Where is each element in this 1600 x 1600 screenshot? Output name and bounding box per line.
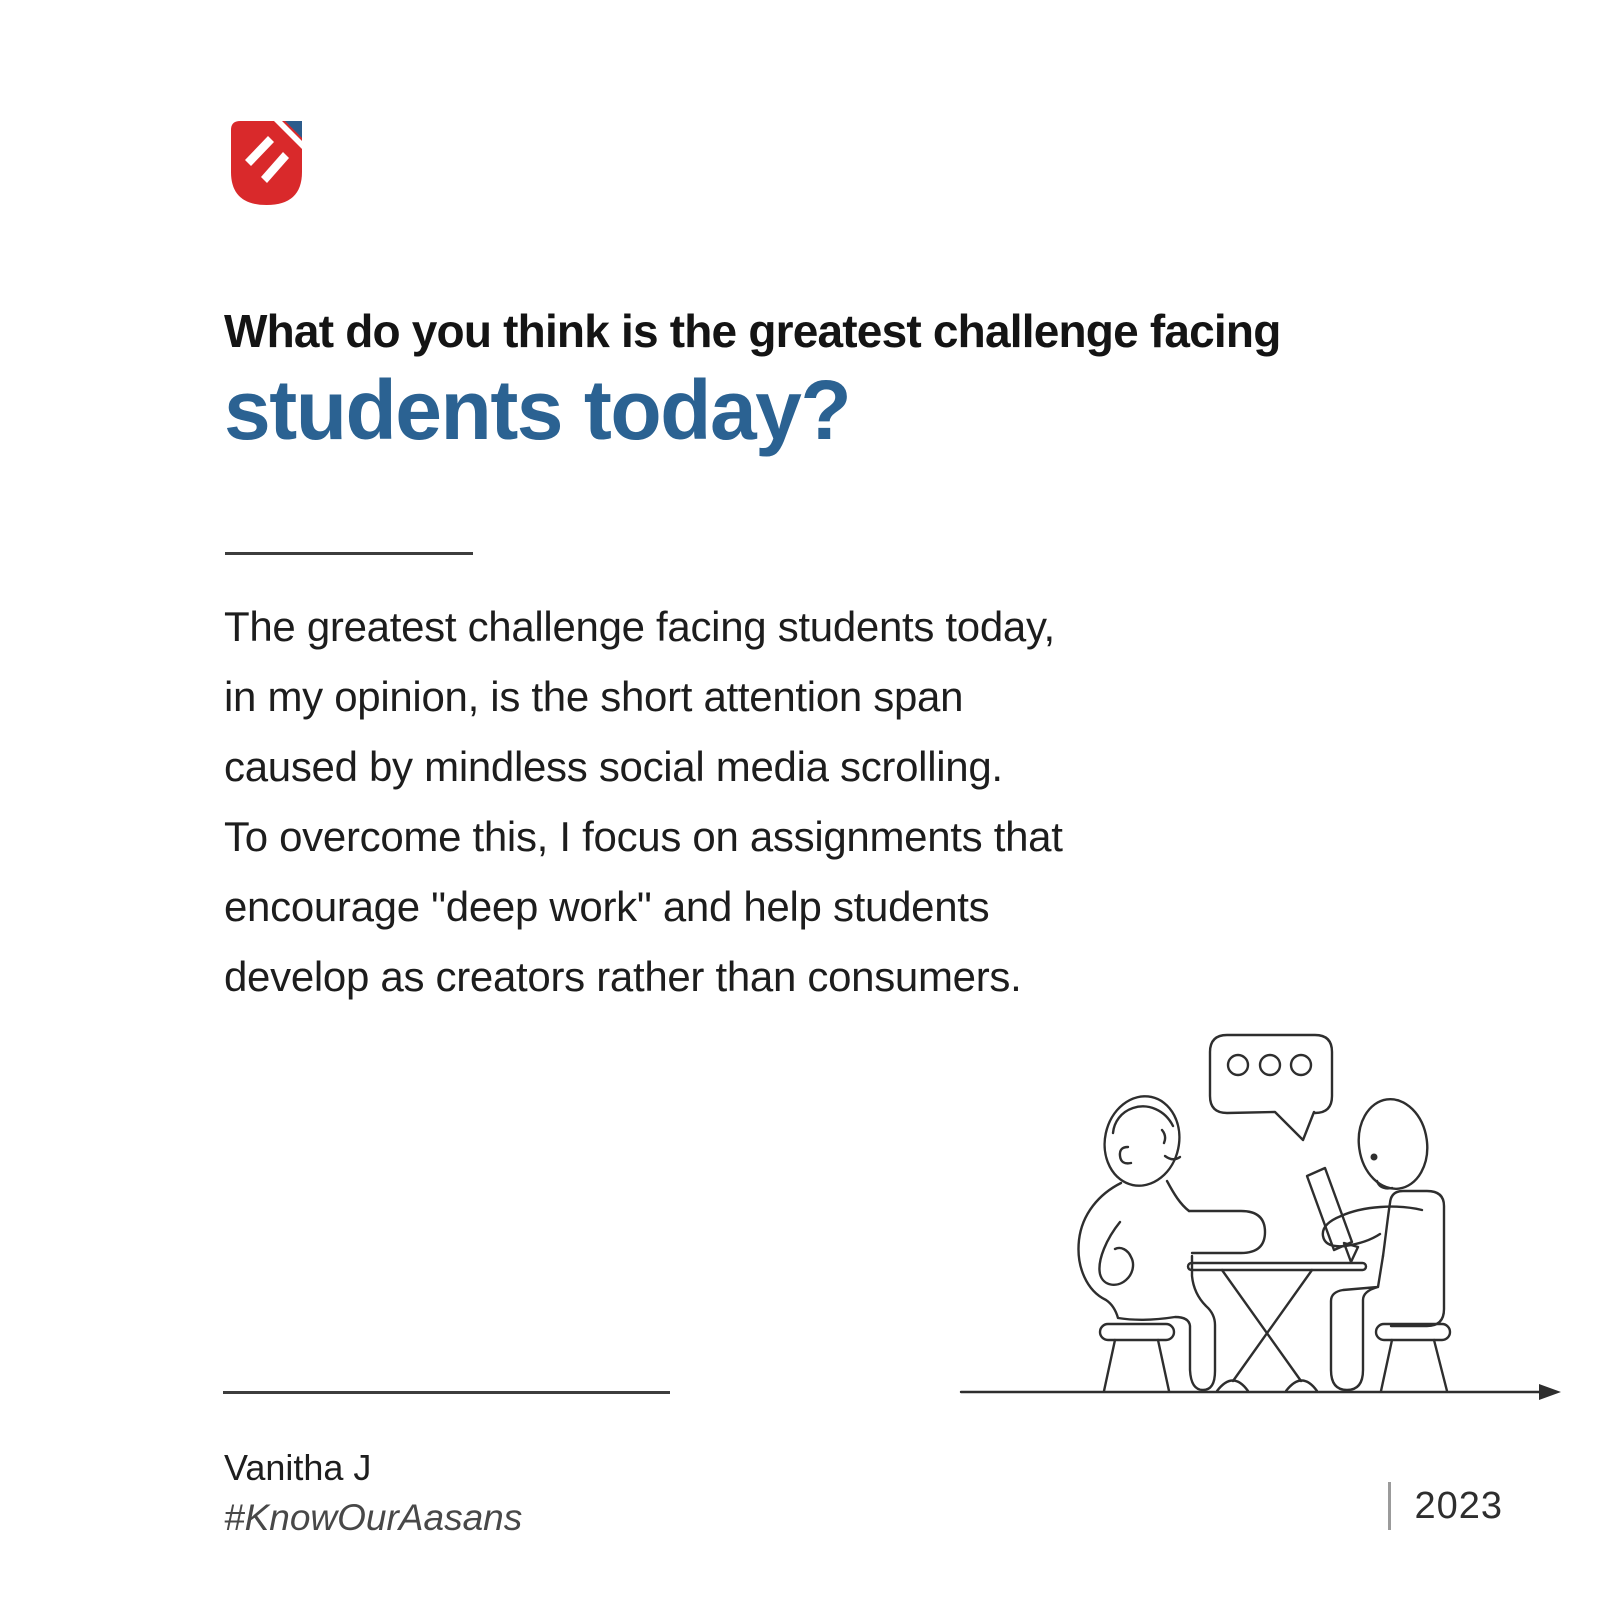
year-divider-bar (1388, 1482, 1391, 1530)
shield-logo-icon (228, 118, 305, 208)
ground-arrow-line (961, 1384, 1561, 1400)
paper (1307, 1168, 1352, 1250)
conversation-illustration (945, 1000, 1565, 1420)
hairline (1113, 1106, 1173, 1133)
headline-question-line1: What do you think is the greatest challenge facing (224, 305, 1281, 357)
signature-divider-line (223, 1391, 670, 1394)
eye (1162, 1130, 1165, 1143)
right-person-figure (1307, 1095, 1450, 1391)
right-stool (1376, 1324, 1450, 1391)
ear (1120, 1147, 1131, 1163)
smile (1165, 1156, 1180, 1159)
year-badge (1388, 1482, 1503, 1530)
heading-divider-line (225, 552, 473, 555)
mouth (1377, 1181, 1392, 1188)
author-name: Vanitha J (224, 1447, 372, 1488)
headline-question-line2: students today? (224, 363, 851, 457)
speech-bubble-icon (1210, 1035, 1332, 1140)
quote-line: The greatest challenge facing students today, (224, 603, 1055, 650)
campaign-hashtag: #KnowOurAasans (224, 1497, 523, 1538)
left-person-figure (1079, 1089, 1265, 1391)
brand-logo (228, 118, 305, 208)
eye (1371, 1154, 1378, 1161)
quote-line: develop as creators rather than consumers. (224, 953, 1022, 1000)
quote-body (224, 592, 1264, 1012)
quote-line: encourage "deep work" and help students (224, 883, 990, 930)
year-label: 2023 (1414, 1484, 1504, 1527)
quote-line: To overcome this, I focus on assignments that (224, 813, 1063, 860)
quote-line: in my opinion, is the short attention span (224, 673, 964, 720)
left-stool (1100, 1324, 1174, 1391)
quote-line: caused by mindless social media scrolling. (224, 743, 1003, 790)
